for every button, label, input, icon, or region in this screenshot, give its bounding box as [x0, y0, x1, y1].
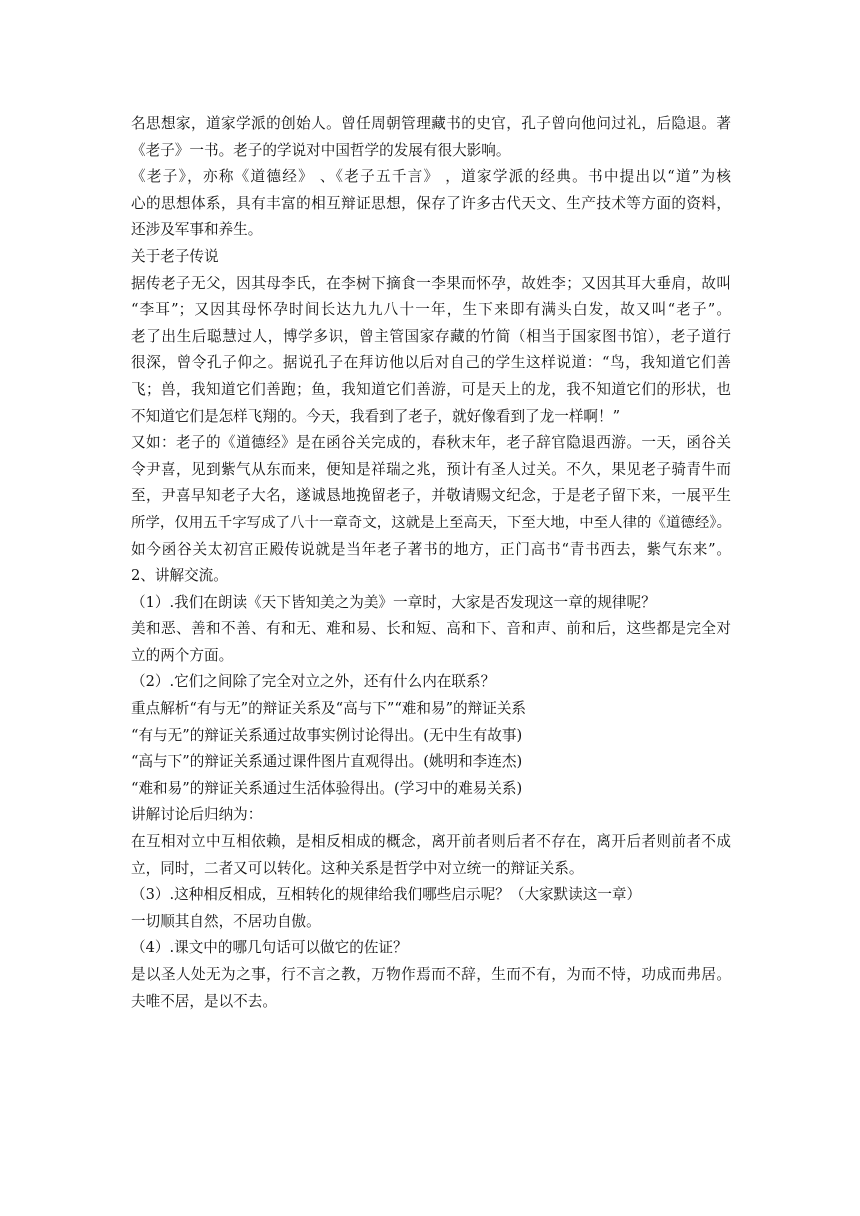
text-line: 至，尹喜早知老子大名，遂诚恳地挽留老子，并敬请赐文纪念，于是老子留下来，一展平生: [131, 487, 731, 505]
document-body: [131, 111, 731, 1015]
text-line: 据传老子无父，因其母李氏，在李树下摘食一李果而怀孕，故姓李；又因其耳大垂肩，故叫: [131, 274, 731, 292]
text-line: “有与无”的辩证关系通过故事实例讨论得出。(无中生有故事): [131, 726, 523, 744]
question-line: （3）.这种相反相成，互相转化的规律给我们哪些启示呢？（大家默读这一章）: [131, 886, 642, 904]
text-line: “高与下”的辩证关系通过课件图片直观得出。(姚明和李连杰): [131, 753, 523, 771]
text-line: 很深，曾令孔子仰之。据说孔子在拜访他以后对自己的学生这样说道：“鸟，我知道它们善: [131, 354, 731, 372]
question-line: （2）.它们之间除了完全对立之外，还有什么内在联系？: [131, 673, 496, 691]
text-line: 心的思想体系，具有丰富的相互辩证思想，保存了许多古代天文、生产技术等方面的资料，: [131, 194, 731, 212]
text-line: “李耳”；又因其母怀孕时间长达九九八十一年，生下来即有满头白发，故又叫“老子”。: [131, 301, 731, 319]
text-line: 讲解讨论后归纳为：: [131, 806, 263, 824]
text-line: 在互相对立中互相依赖，是相反相成的概念，离开前者则后者不存在，离开后者则前者不成: [131, 833, 731, 851]
question-line: （4）.课文中的哪几句话可以做它的佐证？: [131, 939, 408, 957]
text-line: 又如：老子的《道德经》是在函谷关完成的，春秋末年，老子辞官隐退西游。一天，函谷关: [131, 434, 731, 452]
text-line: 不知道它们是怎样飞翔的。今天，我看到了老子，就好像看到了龙一样啊！”: [131, 407, 621, 425]
section-heading: 2、讲解交流。: [131, 567, 228, 585]
text-line: “难和易”的辩证关系通过生活体验得出。(学习中的难易关系): [131, 779, 523, 797]
text-line: 名思想家，道家学派的创始人。曾任周朝管理藏书的史官，孔子曾向他问过礼，后隐退。著: [131, 115, 731, 132]
text-line: 一切顺其自然，不居功自傲。: [131, 912, 321, 930]
text-line: 所学，仅用五千字写成了八十一章奇文，这就是上至高天，下至大地，中至人律的《道德经》。: [131, 514, 731, 531]
question-line: （1）.我们在朗读《天下皆知美之为美》一章时，大家是否发现这一章的规律呢？: [131, 593, 656, 611]
text-line: 立，同时，二者又可以转化。这种关系是哲学中对立统一的辩证关系。: [131, 859, 584, 877]
text-line: 是以圣人处无为之事，行不言之教，万物作焉而不辞，生而不有，为而不恃，功成而弗居。: [131, 966, 731, 983]
section-heading: 关于老子传说: [131, 247, 219, 265]
text-line: 如今函谷关太初宫正殿传说就是当年老子著书的地方，正门高书“青书西去，紫气东来”。: [131, 540, 731, 558]
text-line: 令尹喜，见到紫气从东而来，便知是祥瑞之兆，预计有圣人过关。不久，果见老子骑青牛而: [131, 460, 731, 478]
text-line: 《老子》一书。老子的学说对中国哲学的发展有很大影响。: [131, 141, 511, 159]
text-line: 立的两个方面。: [131, 646, 234, 664]
text-line: 老了出生后聪慧过人，博学多识，曾主管国家存藏的竹简（相当于国家图书馆），老子道行: [131, 327, 731, 345]
text-line: 重点解析“有与无”的辩证关系及“高与下”“难和易”的辩证关系: [131, 700, 527, 718]
text-line: 美和恶、善和不善、有和无、难和易、长和短、高和下、音和声、前和后，这些都是完全对: [131, 620, 731, 638]
text-line: 《老子》，亦称《道德经》 、《老子五千言》 ，道家学派的经典。书中提出以“道”为核: [131, 168, 731, 186]
text-line: 还涉及军事和养生。: [131, 221, 263, 239]
text-line: 飞；兽，我知道它们善跑；鱼，我知道它们善游，可是天上的龙，我不知道它们的形状，也: [131, 380, 731, 398]
text-line: 夫唯不居，是以不去。: [131, 992, 277, 1010]
